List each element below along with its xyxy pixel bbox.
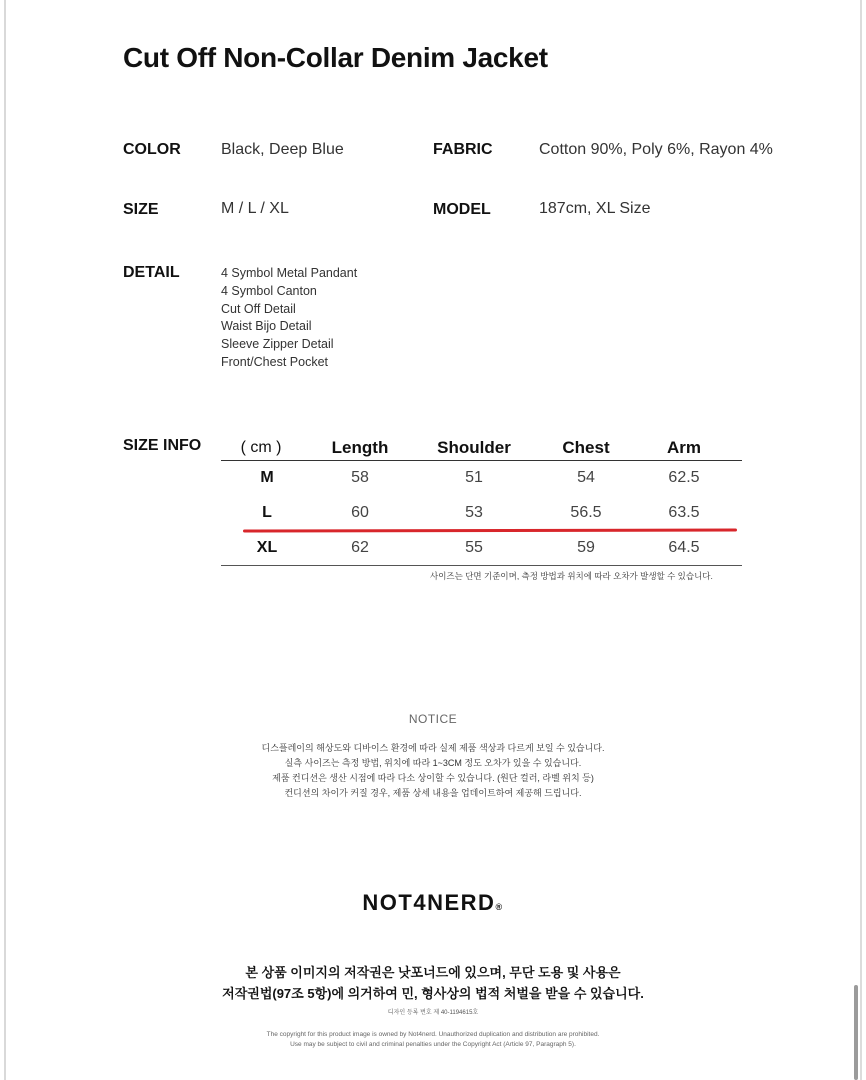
fabric-value: Cotton 90%, Poly 6%, Rayon 4% (539, 141, 773, 158)
shoulder-cell: 53 (465, 504, 483, 521)
model-label: MODEL (433, 201, 491, 218)
notice-line: 디스플레이의 해상도와 디바이스 환경에 따라 실제 제품 색상과 다르게 보일 수 있습니다. (261, 743, 605, 753)
page-edge-left (4, 0, 6, 1080)
detail-item: Front/Chest Pocket (221, 354, 328, 369)
product-title: Cut Off Non-Collar Denim Jacket (123, 42, 548, 73)
notice-line: 실측 사이즈는 측정 방법, 위치에 따라 1~3CM 정도 오차가 있을 수 있습니다. (284, 758, 582, 768)
table-bottom-divider (221, 565, 742, 566)
fabric-label: FABRIC (433, 141, 493, 158)
detail-list (221, 265, 357, 372)
length-cell: 58 (351, 469, 369, 486)
copyright-line: 본 상품 이미지의 저작권은 낫포너드에 있으며, 무단 도용 및 사용은 (245, 965, 621, 980)
size-value: M / L / XL (221, 200, 289, 217)
table-row (221, 460, 742, 495)
column-header-length: Length (331, 438, 389, 457)
notice-line: 컨디션의 차이가 커질 경우, 제품 상세 내용을 업데이트하여 제공해 드립니다. (284, 788, 582, 798)
chest-cell: 59 (577, 539, 595, 556)
size-label: SIZE (123, 201, 159, 218)
size-measurement-note: 사이즈는 단면 기준이며, 측정 방법과 위치에 따라 오차가 발생할 수 있습니다. (430, 571, 713, 581)
arm-cell: 63.5 (668, 504, 700, 521)
size-cell: XL (256, 539, 278, 556)
table-row (221, 495, 742, 530)
chest-cell: 54 (577, 469, 595, 486)
length-cell: 62 (351, 539, 369, 556)
page-edge-right (860, 0, 862, 1080)
length-cell: 60 (351, 504, 369, 521)
shoulder-cell: 55 (465, 539, 483, 556)
size-table (221, 430, 742, 565)
notice-text (0, 741, 866, 801)
copyright-line: 저작권법(97조 5항)에 의거하여 민, 형사상의 법적 처벌을 받을 수 있습니다. (222, 986, 644, 1001)
table-header-divider (221, 460, 742, 461)
copyright-notice-korean (0, 962, 866, 1004)
table-row (221, 530, 742, 565)
brand-logo (0, 890, 866, 916)
model-value: 187cm, XL Size (539, 200, 651, 217)
detail-item: 4 Symbol Metal Pandant (221, 266, 358, 280)
detail-label: DETAIL (123, 264, 180, 281)
unit-header: ( cm ) (240, 439, 282, 456)
notice-line: 제품 컨디션은 생산 시점에 따라 다소 상이할 수 있습니다. (원단 컬러, 라벨 위치 등) (272, 773, 594, 783)
shoulder-cell: 51 (465, 469, 483, 486)
detail-item: 4 Symbol Canton (221, 283, 317, 298)
column-header-arm: Arm (666, 438, 701, 457)
copyright-line: The copyright for this product image is owned by Not4nerd. Unauthorized duplication and distribution are prohibited. (266, 1031, 600, 1038)
color-value: Black, Deep Blue (221, 141, 344, 158)
column-header-shoulder: Shoulder (437, 438, 511, 457)
brand-name: NOT4NERD (362, 890, 496, 915)
detail-item: Cut Off Detail (221, 301, 296, 316)
size-cell: M (260, 469, 274, 486)
notice-title: NOTICE (408, 712, 458, 726)
size-cell: L (262, 504, 272, 521)
chest-cell: 56.5 (570, 504, 602, 521)
detail-item: Waist Bijo Detail (221, 319, 312, 334)
detail-item: Sleeve Zipper Detail (221, 337, 334, 352)
arm-cell: 62.5 (668, 469, 700, 486)
arm-cell: 64.5 (668, 539, 700, 556)
size-info-label: SIZE INFO (123, 437, 202, 454)
design-registration-number: 디자인 등록 번호 제 40-1194615호 (387, 1010, 479, 1016)
copyright-line: Use may be subject to civil and criminal penalties under the Copyright Act (Article 97, Paragraph 5). (290, 1041, 576, 1048)
copyright-notice-english (0, 1030, 866, 1050)
color-label: COLOR (123, 141, 181, 158)
registered-mark: ® (495, 902, 504, 912)
column-header-chest: Chest (562, 438, 610, 457)
